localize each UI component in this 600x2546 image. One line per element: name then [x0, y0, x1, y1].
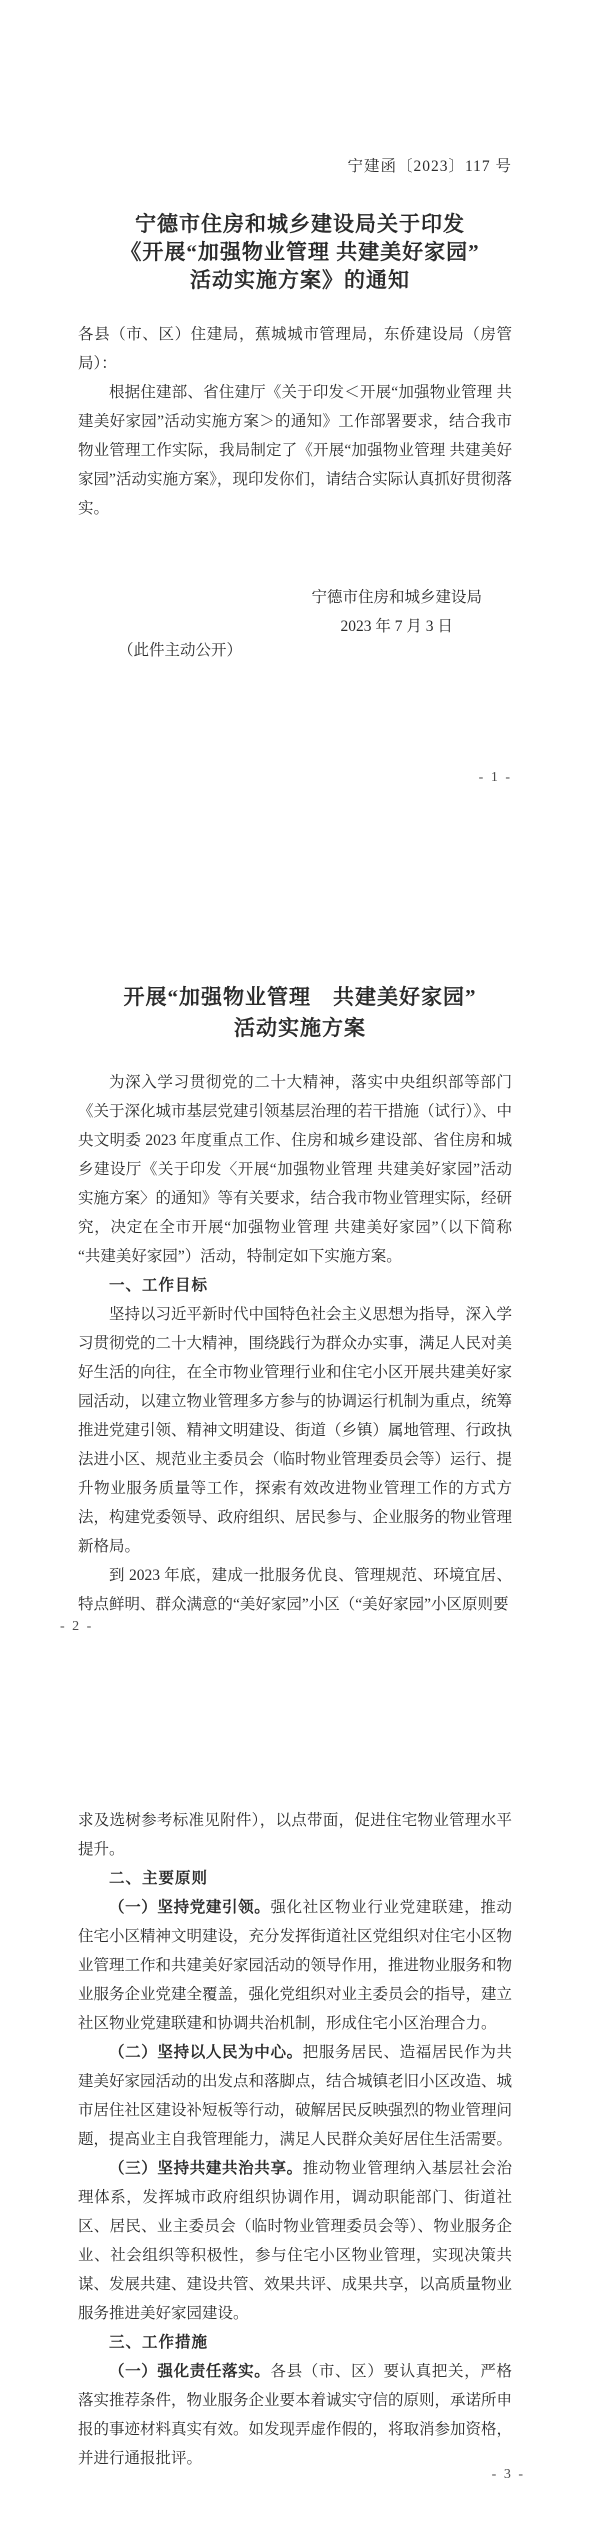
disclosure-note: （此件主动公开）	[118, 642, 243, 659]
principle-2-text: 把服务居民、造福居民作为共建美好家园活动的出发点和落脚点，结合城镇老旧小区改造、城市居住社区建设补短板等行动，破解居民反映强烈的物业管理问题，提高业主自我管理能力，满足人民群众美好居住生活需要。	[78, 2044, 513, 2148]
principle-1-lead: （一）坚持党建引领。	[109, 1899, 271, 1916]
principle-2-lead: （二）坚持以人民为中心。	[109, 2044, 303, 2061]
section3-heading: 三、工作措施	[109, 2334, 209, 2351]
principle-item-2	[78, 2038, 512, 2154]
page2-body	[78, 1068, 512, 1619]
section2-heading: 二、主要原则	[109, 1870, 209, 1887]
document-title	[0, 210, 600, 294]
page1-body	[78, 320, 512, 523]
recipient-line: 各县（市、区）住建局，蕉城城市管理局，东侨建设局（房管局）：	[78, 326, 512, 372]
section1-paragraph-1: 坚持以习近平新时代中国特色社会主义思想为指导，深入学习贯彻党的二十大精神，围绕践行为群众办实事，满足人民对美好生活的向往，在全市物业管理行业和住宅小区开展共建美好家园活动，以建立物业管理多方参与的协调运行机制为重点，统筹推进党建引领、精神文明建设、街道（乡镇）属地管理、行政执法进小区、规范业主委员会（临时物业管理委员会等）运行、提升物业服务质量等工作，探索有效改进物业管理工作的方式方法，构建党委领导、政府组织、居民参与、企业服务的物业管理新格局。	[78, 1306, 513, 1555]
plan-title-line-1: 开展“加强物业管理 共建美好家园”	[123, 985, 477, 1009]
document-title-line-1: 宁德市住房和城乡建设局关于印发	[135, 212, 465, 236]
issue-date: 2023 年 7 月 3 日	[340, 618, 453, 635]
notice-paragraph: 根据住建部、省住建厅《关于印发＜开展“加强物业管理 共建美好家园”活动实施方案＞的通知》工作部署要求，结合我市物业管理工作实际，我局制定了《开展“加强物业管理 共建美好家园”活动实施方案》，现印发你们，请结合实际认真抓好贯彻落实。	[78, 384, 512, 517]
principle-item-3	[78, 2154, 512, 2328]
section1-paragraph-2: 到 2023 年底，建成一批服务优良、管理规范、环境宜居、特点鲜明、群众满意的“美好家园”小区（“美好家园”小区原则要	[78, 1567, 512, 1613]
signature-block	[78, 583, 512, 641]
principle-3-text: 推动物业管理纳入基层社会治理体系，发挥城市政府组织协调作用，调动职能部门、街道社区、居民、业主委员会（临时物业管理委员会等）、物业服务企业、社会组织等积极性，参与住宅小区物业管理，实现决策共谋、发展共建、建设共管、效果共评、成果共享，以高质量物业服务推进美好家园建设。	[78, 2160, 513, 2322]
page3-body	[78, 1806, 512, 2473]
document-title-line-3: 活动实施方案》的通知	[190, 268, 410, 292]
measure-1-lead: （一）强化责任落实。	[109, 2363, 271, 2380]
plan-title	[0, 982, 600, 1044]
plan-intro-paragraph: 为深入学习贯彻党的二十大精神，落实中央组织部等部门《关于深化城市基层党建引领基层治理的若干措施（试行）》、中央文明委 2023 年度重点工作、住房和城乡建设部、省住房和城乡建设厅《关于印发〈开展“加强物业管理 共建美好家园”活动实施方案〉的通知》等有关要求，结合我市物业管理实际，经研究，决定在全市开展“加强物业管理 共建美好家园”（以下简称“共建美好家园”）活动，特制定如下实施方案。	[78, 1074, 513, 1265]
principle-3-lead: （三）坚持共建共治共享。	[109, 2160, 303, 2177]
plan-title-line-2: 活动实施方案	[234, 1016, 366, 1040]
page-number-3: - 3 -	[491, 2467, 525, 2482]
measure-item-1	[78, 2357, 512, 2473]
measure-1-text: 各县（市、区）要认真把关，严格落实推荐条件，物业服务企业要本着诚实守信的原则，承诺所申报的事迹材料真实有效。如发现弄虚作假的，将取消参加资格，并进行通报批评。	[78, 2363, 513, 2467]
doc-reference-number: 宁建函〔2023〕117 号	[347, 158, 512, 175]
section1-heading: 一、工作目标	[109, 1277, 209, 1294]
document-title-line-2: 《开展“加强物业管理 共建美好家园”	[120, 240, 480, 264]
principle-item-1	[78, 1893, 512, 2038]
page-number-2: - 2 -	[60, 1619, 94, 1634]
issuing-authority: 宁德市住房和城乡建设局	[311, 589, 482, 606]
continuation-paragraph: 求及选树参考标准见附件），以点带面，促进住宅物业管理水平提升。	[78, 1812, 512, 1858]
page-number-1: - 1 -	[478, 770, 512, 785]
principle-1-text: 强化社区物业行业党建联建，推动住宅小区精神文明建设，充分发挥街道社区党组织对住宅小区物业管理工作和共建美好家园活动的领导作用，推进物业服务和物业服务企业党建全覆盖，强化党组织对业主委员会的指导，建立社区物业党建联建和协调共治机制，形成住宅小区治理合力。	[78, 1899, 513, 2032]
